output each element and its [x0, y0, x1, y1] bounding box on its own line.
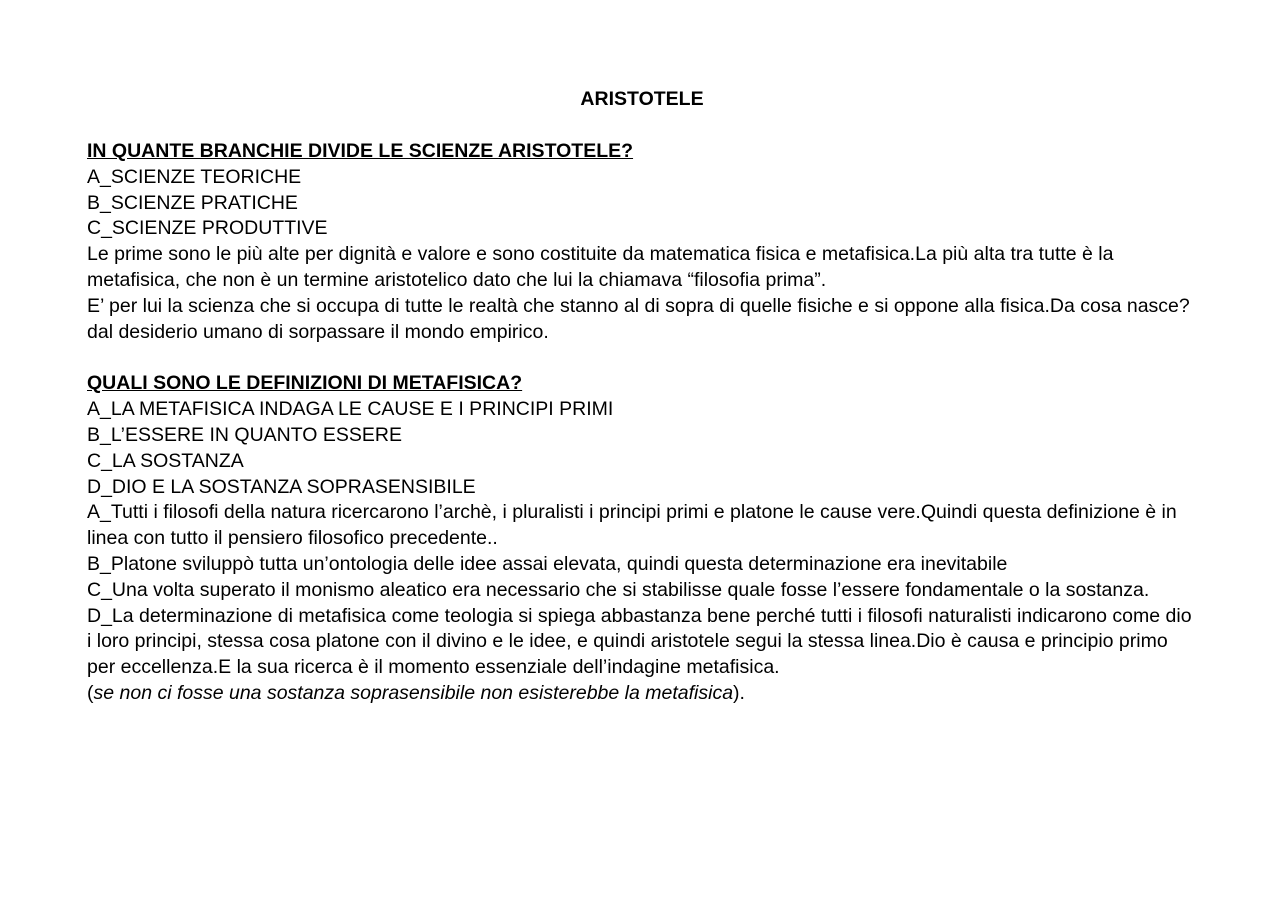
spacer — [87, 345, 1197, 371]
paragraph: E’ per lui la scienza che si occupa di tutte le realtà che stanno al di sopra di quelle fisiche e si oppone alla fisica.Da cosa nasce? dal desiderio umano di sorpassare il mondo empirico. — [87, 294, 1190, 343]
spacer — [87, 113, 1197, 139]
list-item: D_DIO E LA SOSTANZA SOPRASENSIBILE — [87, 475, 476, 498]
list-item: B_L’ESSERE IN QUANTO ESSERE — [87, 423, 402, 446]
list-item: B_SCIENZE PRATICHE — [87, 191, 298, 214]
paragraph: C_Una volta superato il monismo aleatico era necessario che si stabilisse quale fosse l’essere fondamentale o la sostanza. — [87, 578, 1150, 601]
document-title: ARISTOTELE — [580, 88, 704, 110]
closing-italic: se non ci fosse una sostanza soprasensibile non esisterebbe la metafisica — [93, 681, 734, 704]
list-item: C_SCIENZE PRODUTTIVE — [87, 217, 328, 240]
closing-close: ). — [733, 681, 745, 704]
document-page — [87, 87, 1197, 707]
question-metaphysics-definitions: QUALI SONO LE DEFINIZIONI DI METAFISICA? — [87, 372, 523, 395]
paragraph: B_Platone sviluppò tutta un’ontologia delle idee assai elevata, quindi questa determinazione era inevitabile — [87, 552, 1008, 575]
list-item: A_SCIENZE TEORICHE — [87, 165, 302, 188]
closing-open: ( — [87, 681, 94, 704]
list-item: C_LA SOSTANZA — [87, 449, 244, 472]
question-branches: IN QUANTE BRANCHIE DIVIDE LE SCIENZE ARISTOTELE? — [87, 140, 634, 162]
closing-note — [87, 681, 1197, 707]
list-item: A_LA METAFISICA INDAGA LE CAUSE E I PRINCIPI PRIMI — [87, 398, 614, 421]
paragraph: D_La determinazione di metafisica come teologia si spiega abbastanza bene perché tutti i filosofi naturalisti indicarono come dio i loro principi, stessa cosa platone con il divino e le idee, e quindi aristotele segui la stessa linea.Dio è causa e principio primo per eccellenza.E la sua ricerca è il momento essenziale dell’indagine metafisica. — [87, 604, 1192, 679]
paragraph: A_Tutti i filosofi della natura ricercarono l’archè, i pluralisti i principi primi e platone le cause vere.Quindi questa definizione è in linea con tutto il pensiero filosofico precedente.. — [87, 501, 1177, 550]
paragraph: Le prime sono le più alte per dignità e valore e sono costituite da matematica fisica e metafisica.La più alta tra tutte è la metafisica, che non è un termine aristotelico dato che lui la chiamava “filosofia prima”. — [87, 243, 1114, 291]
